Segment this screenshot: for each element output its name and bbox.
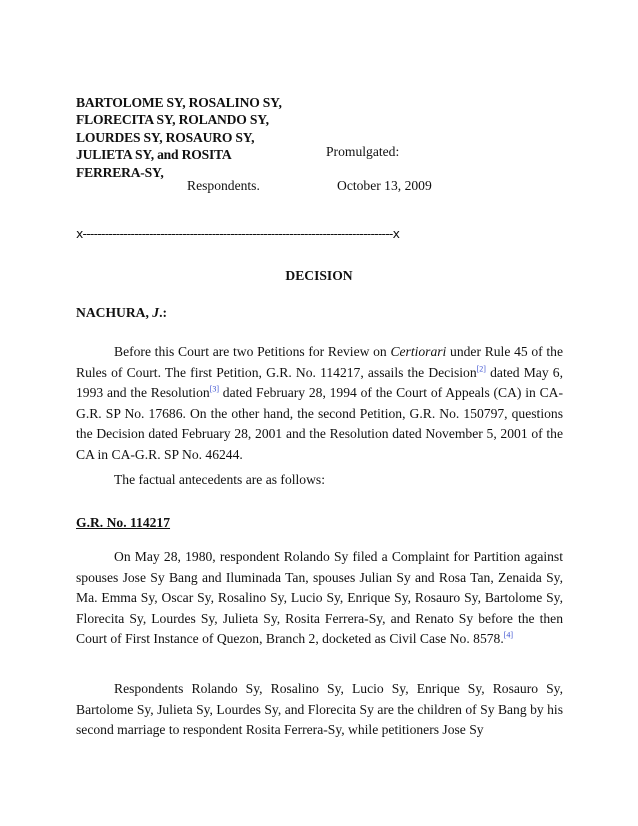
respondents-label: Respondents. bbox=[187, 178, 260, 193]
paragraph-complaint bbox=[76, 547, 563, 650]
text-run-italic: Certiorari bbox=[390, 344, 447, 359]
promulgation-date: October 13, 2009 bbox=[337, 178, 432, 193]
text-run: dated February 28, 1994 of the Court of Appeals (CA) in CA-G.R. SP No. 17686. On the other hand, the second Petition, G.R. No. 150797, questions the Decision dated February 28, 2001 and the Resolution dated November 5, 2001 of the CA in CA-G.R. SP No. 46244. bbox=[76, 385, 564, 462]
footnote-link-2[interactable]: [2] bbox=[476, 364, 486, 374]
section-heading: G.R. No. 114217 bbox=[76, 515, 171, 530]
caption-line: JULIETA SY, and ROSITA bbox=[76, 147, 232, 163]
caption-line: FERRERA-SY, bbox=[76, 164, 164, 180]
case-caption bbox=[76, 94, 282, 181]
decision-title: DECISION bbox=[285, 268, 353, 283]
paragraph-respondents: Respondents Rolando Sy, Rosalino Sy, Lucio Sy, Enrique Sy, Rosauro Sy, Bartolome Sy, Julieta Sy, Lourdes Sy, and Florecita Sy are the children of Sy Bang by his second marriage to respondent Rosita Ferrera-Sy, while petitioners Jose Sy bbox=[76, 681, 563, 738]
ponente-designation: J bbox=[152, 305, 160, 320]
caption-line: LOURDES SY, ROSAURO SY, bbox=[76, 129, 255, 145]
divider-line: x------------------------------------------------------------------------------------x bbox=[76, 226, 400, 241]
text-run: Before this Court are two Petitions for Review on bbox=[114, 344, 391, 359]
ponente bbox=[76, 305, 167, 321]
footnote-link-3[interactable]: [3] bbox=[209, 384, 220, 394]
ponente-name: NACHURA, bbox=[76, 305, 153, 320]
text-run: dated May 6, 1993 and the Resolution bbox=[76, 364, 563, 401]
ponente-suffix: .: bbox=[159, 305, 168, 320]
paragraph-antecedents: The factual antecedents are as follows: bbox=[114, 472, 325, 487]
promulgated-label: Promulgated: bbox=[326, 144, 400, 159]
footnote-link-4[interactable]: [4] bbox=[503, 630, 514, 640]
caption-line: BARTOLOME SY, ROSALINO SY, bbox=[76, 95, 282, 110]
text-run: On May 28, 1980, respondent Rolando Sy filed a Complaint for Partition against spouses Jose Sy Bang and Iluminada Tan, spouses Julian Sy and Rosa Tan, Zenaida Sy, Ma. Emma Sy, Oscar Sy, Rosalino Sy, Lucio Sy, Enrique Sy, Rosauro Sy, Bartolome Sy, Florecita Sy, Lourdes Sy, Julieta Sy, Rosita Ferrera-Sy, and Renato Sy before the then Court of First Instance of Quezon, Branch 2, docketed as Civil Case No. 8578. bbox=[76, 549, 563, 647]
text-run: under Rule 45 of the Rules of Court. The first Petition, G.R. No. 114217, assails the Decision bbox=[76, 344, 563, 380]
paragraph-intro bbox=[76, 342, 563, 466]
caption-line: FLORECITA SY, ROLANDO SY, bbox=[76, 112, 269, 128]
